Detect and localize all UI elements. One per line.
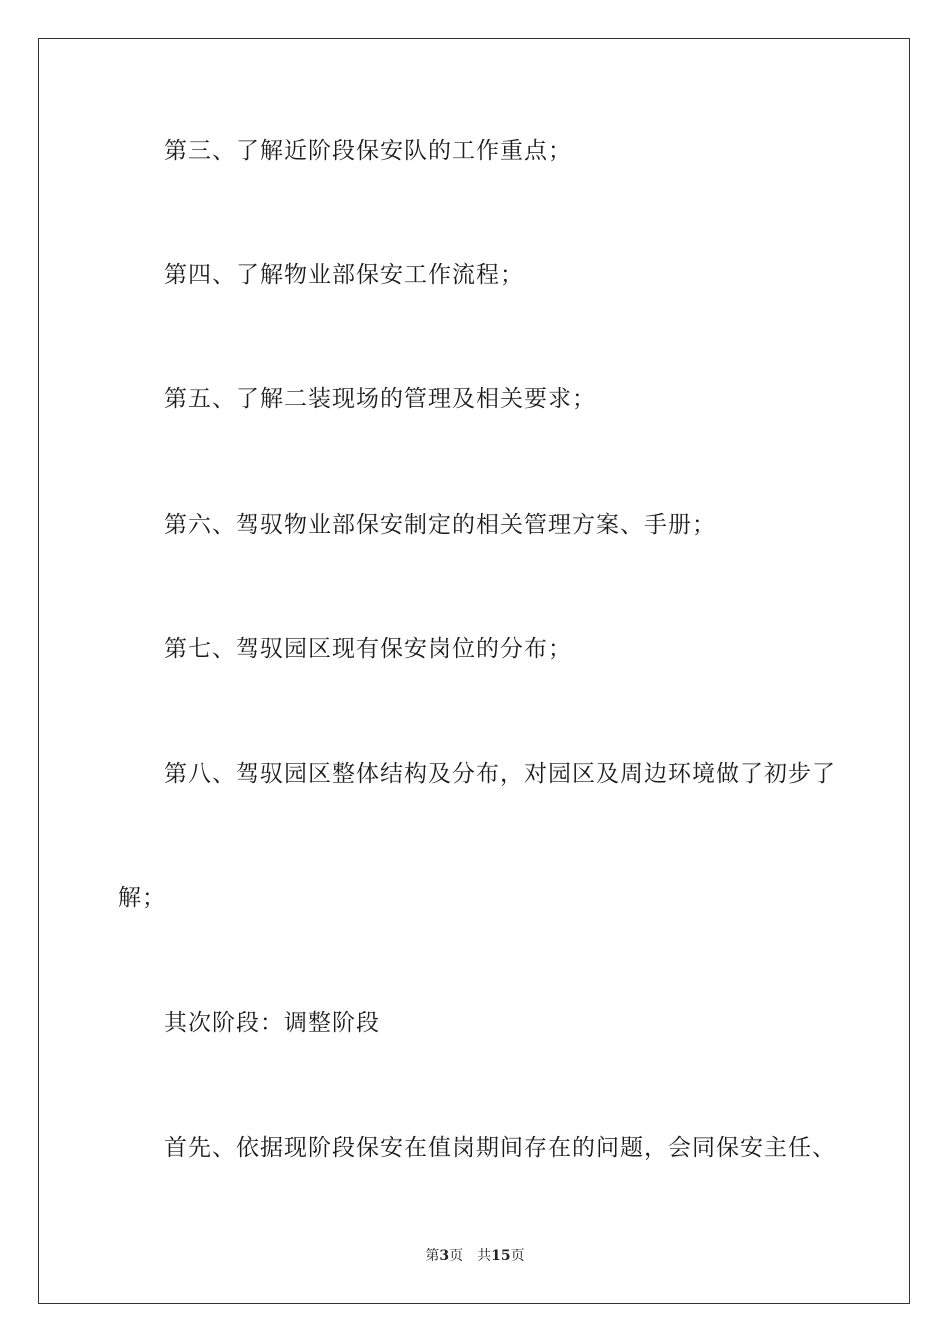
footer-page-number: 3	[439, 1248, 450, 1264]
text-line-2: 第四、了解物业部保安工作流程；	[164, 262, 524, 288]
footer-page-suffix: 页	[449, 1248, 464, 1264]
section-heading: 其次阶段：调整阶段	[164, 1010, 380, 1036]
footer-total-prefix: 共	[477, 1248, 492, 1264]
text-line-9: 首先、依据现阶段保安在值岗期间存在的问题，会同保安主任、	[164, 1135, 836, 1161]
footer-total-number: 15	[491, 1248, 511, 1264]
page-footer	[0, 1247, 950, 1265]
text-line-6: 第八、驾驭园区整体结构及分布，对园区及周边环境做了初步了	[164, 761, 836, 787]
text-line-3: 第五、了解二装现场的管理及相关要求；	[164, 386, 596, 412]
page-border	[38, 38, 910, 1304]
footer-total-suffix: 页	[510, 1248, 525, 1264]
text-line-4: 第六、驾驭物业部保安制定的相关管理方案、手册；	[164, 512, 716, 538]
text-line-7: 解；	[118, 885, 166, 911]
text-line-5: 第七、驾驭园区现有保安岗位的分布；	[164, 636, 572, 662]
text-line-1: 第三、了解近阶段保安队的工作重点；	[164, 138, 572, 164]
footer-page-prefix: 第	[425, 1248, 440, 1264]
